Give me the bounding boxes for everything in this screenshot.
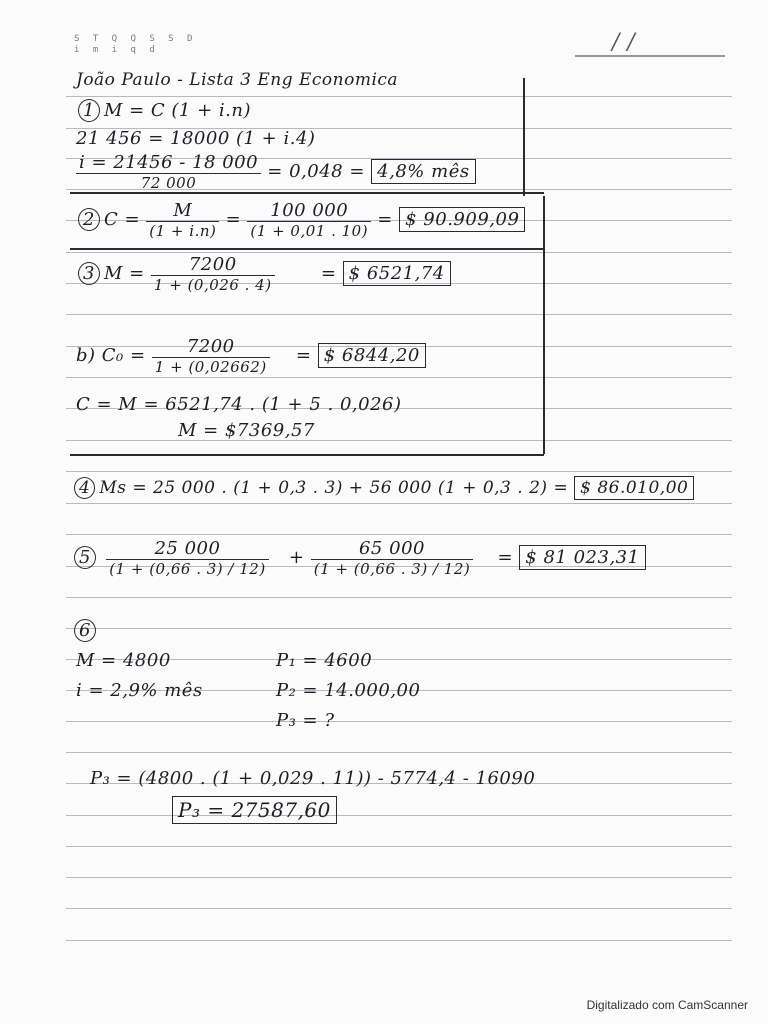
- q3c-line2: M = $7369,57: [178, 420, 315, 441]
- q1-answer: 4,8% mês: [371, 159, 475, 184]
- scanner-watermark: Digitalizado com CamScanner: [586, 998, 748, 1012]
- q2-answer: $ 90.909,09: [399, 207, 525, 232]
- q5-line: 5 $\frac{25 000}{(1 + (0,66 . 3) / 12)}$ + $\frac{65 000}{(1 + (0,66 . 3) / 12)}$ = $ 81 023,31: [74, 538, 646, 578]
- page-title: João Paulo - Lista 3 Eng Economica: [76, 70, 399, 90]
- q6-m: M = 4800: [76, 650, 171, 671]
- q6-p2: P₂ = 14.000,00: [276, 680, 421, 701]
- q4-number: 4: [74, 477, 95, 499]
- q3b-line: b) C₀ = $\frac{7200}{1 + (0,02662)}$ = $ 6844,20: [76, 336, 426, 376]
- q3-number: 3: [78, 262, 100, 285]
- q4-answer: $ 86.010,00: [574, 476, 694, 500]
- date-marks: / /: [612, 30, 636, 55]
- q5-number: 5: [74, 546, 96, 569]
- q5-answer: $ 81 023,31: [519, 545, 645, 570]
- q6-i: i = 2,9% mês: [76, 680, 203, 701]
- q6-p3: P₃ = ?: [276, 710, 335, 731]
- q6-p1: P₁ = 4600: [276, 650, 373, 671]
- weekday-header: S T Q Q S S D i m i q d: [74, 34, 197, 55]
- q6-calc: P₃ = (4800 . (1 + 0,029 . 11)) - 5774,4 - 16090: [90, 768, 536, 789]
- q1-number: 1: [78, 99, 100, 122]
- q1-formula: 1 M = C (1 + i.n): [78, 100, 251, 121]
- q6-number: 6: [74, 619, 96, 642]
- q3b-answer: $ 6844,20: [318, 343, 426, 368]
- q2-line: 2 C = $\frac{M}{(1 + i.n)}$ = $\frac{100 000}{(1 + 0,01 . 10)}$ = $ 90.909,09: [78, 200, 525, 240]
- q3-answer: $ 6521,74: [343, 261, 451, 286]
- q1-line2: 21 456 = 18000 (1 + i.4): [76, 128, 316, 149]
- q2-number: 2: [78, 208, 100, 231]
- q3-line: 3 M = $\frac{7200}{1 + (0,026 . 4)}$ = $ 6521,74: [78, 254, 451, 294]
- bracket-q2-q3: [543, 196, 545, 454]
- q1-line3: $\frac{i = 21456 - 18 000}{72 000}$ = 0,048 = 4,8% mês: [76, 152, 476, 192]
- bracket-q1: [523, 78, 525, 196]
- q6-header: [74, 620, 100, 641]
- q4-line: 4 Ms = 25 000 . (1 + 0,3 . 3) + 56 000 (1 + 0,3 . 2) = $ 86.010,00: [74, 478, 694, 498]
- q6-answer: P₃ = 27587,60: [172, 798, 337, 822]
- q3c-line1: C = M = 6521,74 . (1 + 5 . 0,026): [76, 394, 402, 415]
